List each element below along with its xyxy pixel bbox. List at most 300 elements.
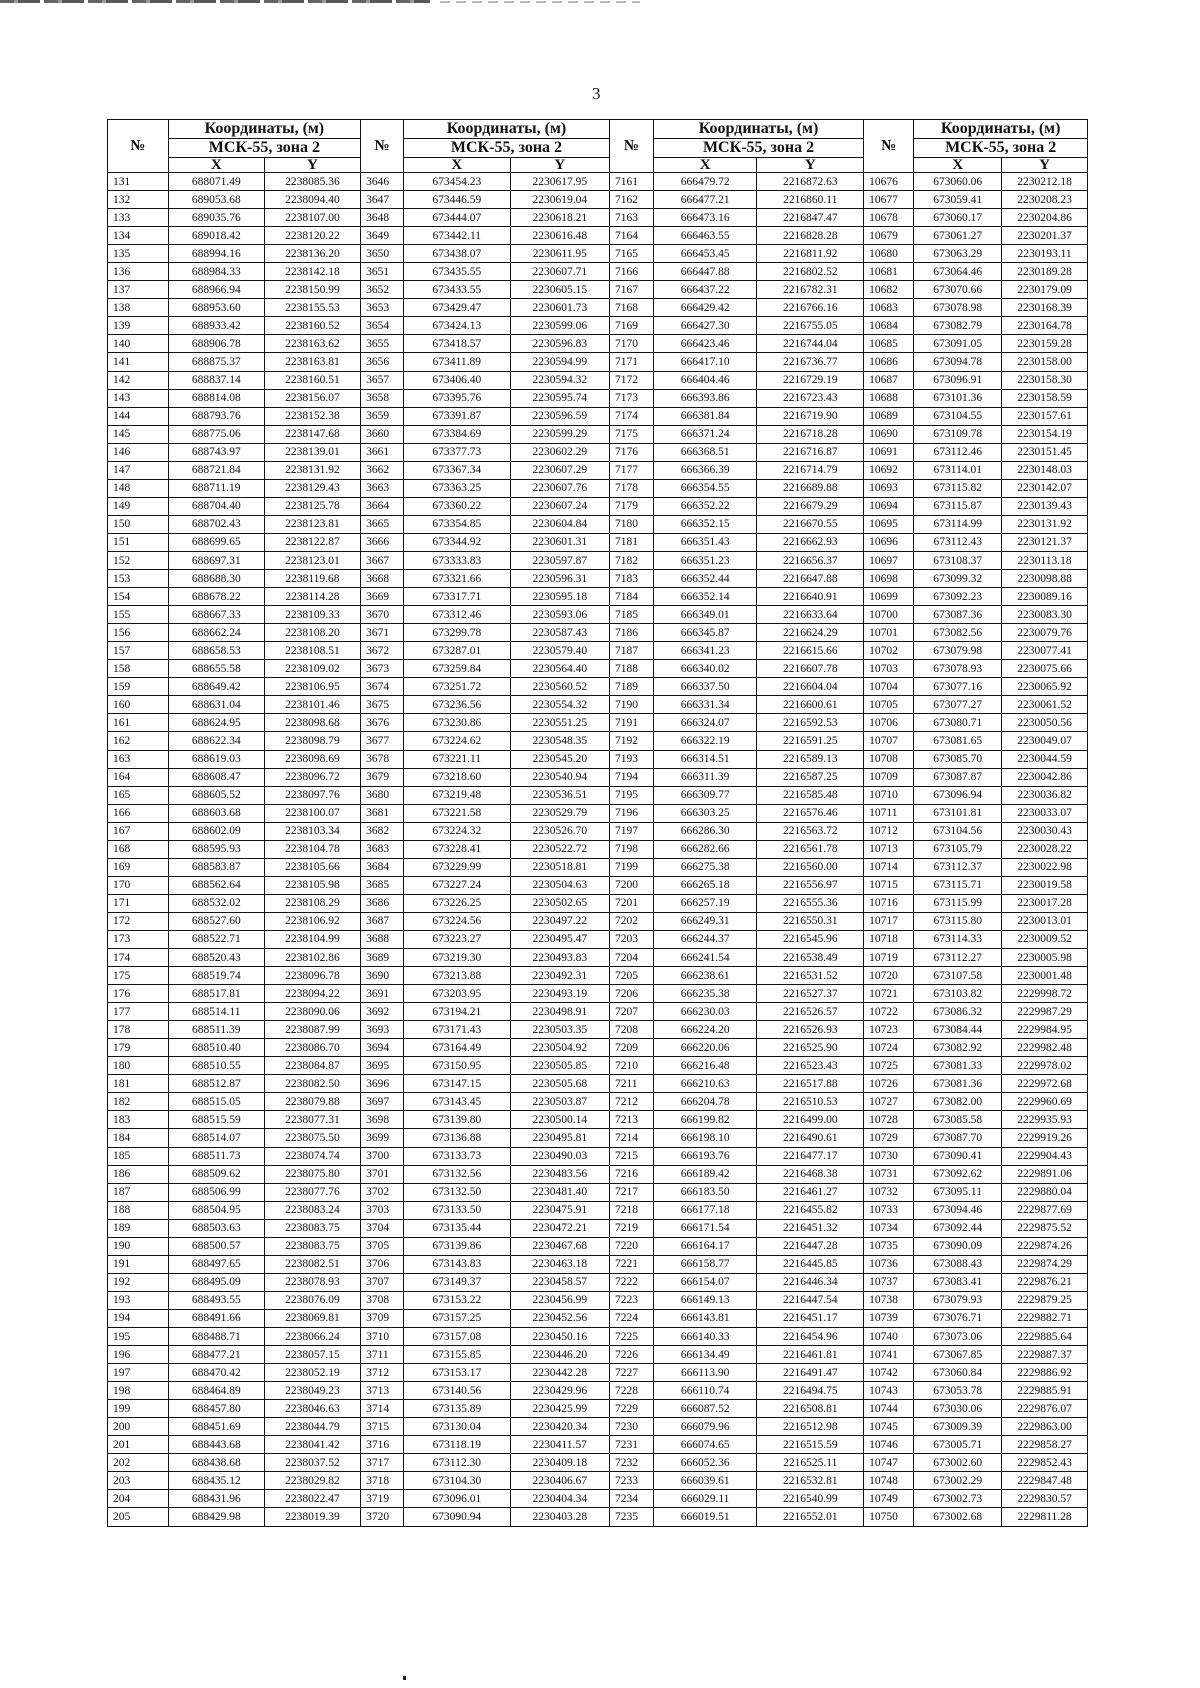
y-coordinate: 2230089.16 — [1002, 588, 1088, 606]
x-coordinate: 673112.30 — [403, 1454, 510, 1472]
table-row — [108, 1021, 1088, 1039]
y-coordinate: 2238152.38 — [264, 407, 360, 425]
x-coordinate: 666303.25 — [653, 804, 757, 822]
point-number: 10730 — [864, 1147, 914, 1165]
point-number: 184 — [108, 1129, 169, 1147]
y-coordinate: 2229858.27 — [1002, 1436, 1088, 1454]
point-number: 3668 — [361, 570, 404, 588]
y-coordinate: 2230157.61 — [1002, 407, 1088, 425]
y-coordinate: 2230044.59 — [1002, 750, 1088, 768]
point-number: 3664 — [361, 497, 404, 515]
y-coordinate: 2229886.92 — [1002, 1364, 1088, 1382]
point-number: 133 — [108, 209, 169, 227]
y-coordinate: 2216811.92 — [757, 245, 864, 263]
point-number: 10729 — [864, 1129, 914, 1147]
y-coordinate: 2230500.14 — [510, 1111, 609, 1129]
y-coordinate: 2238029.82 — [264, 1472, 360, 1490]
y-coordinate: 2230503.87 — [510, 1093, 609, 1111]
point-number: 7168 — [609, 299, 653, 317]
point-number: 3675 — [361, 696, 404, 714]
y-coordinate: 2238100.07 — [264, 804, 360, 822]
y-coordinate: 2238119.68 — [264, 570, 360, 588]
x-coordinate: 666238.61 — [653, 967, 757, 985]
x-coordinate: 688793.76 — [168, 407, 264, 425]
x-coordinate: 666241.54 — [653, 949, 757, 967]
y-coordinate: 2216461.81 — [757, 1346, 864, 1364]
point-number: 10741 — [864, 1346, 914, 1364]
x-coordinate: 673114.33 — [914, 930, 1002, 948]
y-coordinate: 2238075.80 — [264, 1165, 360, 1183]
point-number: 147 — [108, 461, 169, 479]
x-coordinate: 666352.44 — [653, 570, 757, 588]
y-coordinate: 2230151.45 — [1002, 443, 1088, 461]
x-coordinate: 673115.82 — [914, 479, 1002, 497]
x-coordinate: 666183.50 — [653, 1183, 757, 1201]
y-coordinate: 2216633.64 — [757, 606, 864, 624]
point-number: 10742 — [864, 1364, 914, 1382]
point-number: 162 — [108, 732, 169, 750]
y-column-header: Y — [264, 158, 360, 173]
x-coordinate: 673224.62 — [403, 732, 510, 750]
y-coordinate: 2238096.78 — [264, 967, 360, 985]
point-number: 3666 — [361, 533, 404, 551]
y-coordinate: 2238136.20 — [264, 245, 360, 263]
y-coordinate: 2230607.76 — [510, 479, 609, 497]
x-coordinate: 666423.46 — [653, 335, 757, 353]
x-coordinate: 688517.81 — [168, 985, 264, 1003]
y-coordinate: 2230505.85 — [510, 1057, 609, 1075]
table-row — [108, 551, 1088, 569]
point-number: 161 — [108, 714, 169, 732]
y-coordinate: 2230065.92 — [1002, 678, 1088, 696]
point-number: 3682 — [361, 822, 404, 840]
y-coordinate: 2230587.43 — [510, 624, 609, 642]
point-number: 3686 — [361, 894, 404, 912]
y-coordinate: 2216532.81 — [757, 1472, 864, 1490]
x-coordinate: 673226.25 — [403, 894, 510, 912]
x-coordinate: 688562.64 — [168, 876, 264, 894]
point-number: 3670 — [361, 606, 404, 624]
x-coordinate: 688515.05 — [168, 1093, 264, 1111]
x-coordinate: 688520.43 — [168, 949, 264, 967]
point-number: 7203 — [609, 930, 653, 948]
point-number: 7230 — [609, 1418, 653, 1436]
y-coordinate: 2229885.64 — [1002, 1328, 1088, 1346]
point-number: 3713 — [361, 1382, 404, 1400]
y-coordinate: 2238105.98 — [264, 876, 360, 894]
x-coordinate: 673085.70 — [914, 750, 1002, 768]
y-coordinate: 2230607.29 — [510, 461, 609, 479]
y-coordinate: 2230594.32 — [510, 371, 609, 389]
x-coordinate: 673092.44 — [914, 1219, 1002, 1237]
x-coordinate: 673002.68 — [914, 1508, 1002, 1526]
x-coordinate: 688966.94 — [168, 281, 264, 299]
x-coordinate: 666019.51 — [653, 1508, 757, 1526]
x-coordinate: 688510.40 — [168, 1039, 264, 1057]
y-coordinate: 2216508.81 — [757, 1400, 864, 1418]
y-coordinate: 2238106.92 — [264, 912, 360, 930]
x-coordinate: 688457.80 — [168, 1400, 264, 1418]
point-number: 3706 — [361, 1255, 404, 1273]
x-coordinate: 673143.83 — [403, 1255, 510, 1273]
x-coordinate: 673139.86 — [403, 1237, 510, 1255]
y-coordinate: 2229972.68 — [1002, 1075, 1088, 1093]
x-coordinate: 673171.43 — [403, 1021, 510, 1039]
y-coordinate: 2230083.30 — [1002, 606, 1088, 624]
coordinates-table — [107, 119, 1088, 1527]
x-coordinate: 673229.99 — [403, 858, 510, 876]
table-row — [108, 912, 1088, 930]
table-row — [108, 371, 1088, 389]
point-number: 137 — [108, 281, 169, 299]
point-number: 3698 — [361, 1111, 404, 1129]
y-coordinate: 2230596.83 — [510, 335, 609, 353]
x-coordinate: 673096.01 — [403, 1490, 510, 1508]
y-coordinate: 2238155.53 — [264, 299, 360, 317]
y-coordinate: 2238078.93 — [264, 1273, 360, 1291]
x-coordinate: 688491.66 — [168, 1309, 264, 1327]
table-row — [108, 1291, 1088, 1309]
table-row — [108, 1057, 1088, 1075]
x-coordinate: 673391.87 — [403, 407, 510, 425]
point-number: 7178 — [609, 479, 653, 497]
table-body — [108, 173, 1088, 1527]
x-coordinate: 666249.31 — [653, 912, 757, 930]
x-coordinate: 673218.60 — [403, 768, 510, 786]
x-coordinate: 688510.55 — [168, 1057, 264, 1075]
x-coordinate: 673087.36 — [914, 606, 1002, 624]
point-number: 10709 — [864, 768, 914, 786]
point-number: 7182 — [609, 551, 653, 569]
y-coordinate: 2229874.29 — [1002, 1255, 1088, 1273]
point-number: 7186 — [609, 624, 653, 642]
y-coordinate: 2230601.31 — [510, 533, 609, 551]
point-number: 3717 — [361, 1454, 404, 1472]
y-coordinate: 2230442.28 — [510, 1364, 609, 1382]
x-coordinate: 688704.40 — [168, 497, 264, 515]
x-coordinate: 673076.71 — [914, 1309, 1002, 1327]
y-coordinate: 2238106.95 — [264, 678, 360, 696]
point-number: 205 — [108, 1508, 169, 1526]
y-coordinate: 2216526.93 — [757, 1021, 864, 1039]
y-coordinate: 2216490.61 — [757, 1129, 864, 1147]
y-coordinate: 2238074.74 — [264, 1147, 360, 1165]
y-coordinate: 2238094.22 — [264, 985, 360, 1003]
y-column-header: Y — [1002, 158, 1088, 173]
x-coordinate: 673112.27 — [914, 949, 1002, 967]
y-coordinate: 2230158.00 — [1002, 353, 1088, 371]
point-number: 10687 — [864, 371, 914, 389]
y-coordinate: 2230005.98 — [1002, 949, 1088, 967]
y-coordinate: 2230013.01 — [1002, 912, 1088, 930]
x-coordinate: 666351.23 — [653, 551, 757, 569]
point-number: 179 — [108, 1039, 169, 1057]
point-number: 3661 — [361, 443, 404, 461]
x-coordinate: 673061.27 — [914, 227, 1002, 245]
point-number: 3699 — [361, 1129, 404, 1147]
point-number: 3651 — [361, 263, 404, 281]
x-coordinate: 666286.30 — [653, 822, 757, 840]
x-coordinate: 673287.01 — [403, 642, 510, 660]
x-coordinate: 673135.44 — [403, 1219, 510, 1237]
x-coordinate: 688624.95 — [168, 714, 264, 732]
x-coordinate: 673221.11 — [403, 750, 510, 768]
y-coordinate: 2216526.57 — [757, 1003, 864, 1021]
point-number: 7226 — [609, 1346, 653, 1364]
coordinate-system-header: МСК-55, зона 2 — [403, 139, 609, 158]
y-coordinate: 2230001.48 — [1002, 967, 1088, 985]
y-coordinate: 2230409.18 — [510, 1454, 609, 1472]
y-coordinate: 2230492.31 — [510, 967, 609, 985]
point-number: 10699 — [864, 588, 914, 606]
point-number: 3708 — [361, 1291, 404, 1309]
point-number: 3652 — [361, 281, 404, 299]
x-coordinate: 666193.76 — [653, 1147, 757, 1165]
x-coordinate: 673002.73 — [914, 1490, 1002, 1508]
y-coordinate: 2229852.43 — [1002, 1454, 1088, 1472]
point-number: 3679 — [361, 768, 404, 786]
y-coordinate: 2216455.82 — [757, 1201, 864, 1219]
point-number: 192 — [108, 1273, 169, 1291]
point-number: 10702 — [864, 642, 914, 660]
y-coordinate: 2230164.78 — [1002, 317, 1088, 335]
y-coordinate: 2216714.79 — [757, 461, 864, 479]
y-coordinate: 2216556.97 — [757, 876, 864, 894]
y-coordinate: 2238057.15 — [264, 1346, 360, 1364]
y-coordinate: 2216860.11 — [757, 191, 864, 209]
y-coordinate: 2238086.70 — [264, 1039, 360, 1057]
point-number: 3674 — [361, 678, 404, 696]
x-coordinate: 673130.04 — [403, 1418, 510, 1436]
point-number: 165 — [108, 786, 169, 804]
point-number: 10736 — [864, 1255, 914, 1273]
y-coordinate: 2230551.25 — [510, 714, 609, 732]
point-number: 203 — [108, 1472, 169, 1490]
y-coordinate: 2229891.06 — [1002, 1165, 1088, 1183]
point-number: 145 — [108, 425, 169, 443]
y-coordinate: 2238082.51 — [264, 1255, 360, 1273]
y-coordinate: 2238156.07 — [264, 389, 360, 407]
y-coordinate: 2238079.88 — [264, 1093, 360, 1111]
table-row — [108, 1111, 1088, 1129]
x-coordinate: 688933.42 — [168, 317, 264, 335]
y-coordinate: 2230554.32 — [510, 696, 609, 714]
point-number: 10705 — [864, 696, 914, 714]
point-number: 3712 — [361, 1364, 404, 1382]
y-coordinate: 2230593.06 — [510, 606, 609, 624]
table-row — [108, 1346, 1088, 1364]
y-coordinate: 2229882.71 — [1002, 1309, 1088, 1327]
point-number: 10686 — [864, 353, 914, 371]
x-coordinate: 666427.30 — [653, 317, 757, 335]
x-coordinate: 673203.95 — [403, 985, 510, 1003]
x-coordinate: 666314.51 — [653, 750, 757, 768]
x-coordinate: 666224.20 — [653, 1021, 757, 1039]
point-number: 10703 — [864, 660, 914, 678]
x-coordinate: 673085.58 — [914, 1111, 1002, 1129]
y-coordinate: 2238094.40 — [264, 191, 360, 209]
x-column-header: X — [403, 158, 510, 173]
y-coordinate: 2229830.57 — [1002, 1490, 1088, 1508]
point-number: 135 — [108, 245, 169, 263]
y-coordinate: 2229887.37 — [1002, 1346, 1088, 1364]
x-coordinate: 673094.46 — [914, 1201, 1002, 1219]
point-number: 10744 — [864, 1400, 914, 1418]
table-row — [108, 642, 1088, 660]
x-coordinate: 666349.01 — [653, 606, 757, 624]
y-coordinate: 2238049.23 — [264, 1382, 360, 1400]
point-number: 10713 — [864, 840, 914, 858]
table-row — [108, 479, 1088, 497]
point-number: 140 — [108, 335, 169, 353]
y-coordinate: 2230139.43 — [1002, 497, 1088, 515]
x-coordinate: 673194.21 — [403, 1003, 510, 1021]
x-coordinate: 673157.25 — [403, 1309, 510, 1327]
y-coordinate: 2230475.91 — [510, 1201, 609, 1219]
point-number: 7221 — [609, 1255, 653, 1273]
y-coordinate: 2230158.30 — [1002, 371, 1088, 389]
x-coordinate: 688495.09 — [168, 1273, 264, 1291]
y-coordinate: 2230033.07 — [1002, 804, 1088, 822]
y-coordinate: 2216527.37 — [757, 985, 864, 1003]
x-coordinate: 673115.71 — [914, 876, 1002, 894]
x-coordinate: 688743.97 — [168, 443, 264, 461]
y-coordinate: 2216468.38 — [757, 1165, 864, 1183]
y-coordinate: 2216689.88 — [757, 479, 864, 497]
x-coordinate: 673228.41 — [403, 840, 510, 858]
x-coordinate: 666029.11 — [653, 1490, 757, 1508]
y-coordinate: 2216607.78 — [757, 660, 864, 678]
x-coordinate: 688602.09 — [168, 822, 264, 840]
y-coordinate: 2238114.28 — [264, 588, 360, 606]
y-coordinate: 2229877.69 — [1002, 1201, 1088, 1219]
point-number: 3671 — [361, 624, 404, 642]
y-coordinate: 2238163.62 — [264, 335, 360, 353]
x-coordinate: 673112.37 — [914, 858, 1002, 876]
y-coordinate: 2216662.93 — [757, 533, 864, 551]
table-row — [108, 840, 1088, 858]
y-coordinate: 2238044.79 — [264, 1418, 360, 1436]
table-row — [108, 1201, 1088, 1219]
point-number: 10721 — [864, 985, 914, 1003]
point-number: 155 — [108, 606, 169, 624]
point-number: 149 — [108, 497, 169, 515]
x-coordinate: 673112.43 — [914, 533, 1002, 551]
y-coordinate: 2216531.52 — [757, 967, 864, 985]
x-coordinate: 673082.92 — [914, 1039, 1002, 1057]
point-number: 10692 — [864, 461, 914, 479]
x-coordinate: 666324.07 — [653, 714, 757, 732]
point-number: 10691 — [864, 443, 914, 461]
y-coordinate: 2216561.78 — [757, 840, 864, 858]
point-number: 7232 — [609, 1454, 653, 1472]
y-coordinate: 2238097.76 — [264, 786, 360, 804]
x-coordinate: 666341.23 — [653, 642, 757, 660]
y-coordinate: 2216545.96 — [757, 930, 864, 948]
x-coordinate: 673103.82 — [914, 985, 1002, 1003]
x-coordinate: 688493.55 — [168, 1291, 264, 1309]
x-coordinate: 673424.13 — [403, 317, 510, 335]
point-number: 3696 — [361, 1075, 404, 1093]
point-number: 3710 — [361, 1328, 404, 1346]
y-coordinate: 2230619.04 — [510, 191, 609, 209]
point-number: 10707 — [864, 732, 914, 750]
x-coordinate: 673084.44 — [914, 1021, 1002, 1039]
point-number: 7194 — [609, 768, 653, 786]
y-coordinate: 2238125.78 — [264, 497, 360, 515]
point-number: 177 — [108, 1003, 169, 1021]
y-coordinate: 2230042.86 — [1002, 768, 1088, 786]
y-coordinate: 2216647.88 — [757, 570, 864, 588]
y-coordinate: 2229960.69 — [1002, 1093, 1088, 1111]
point-number: 3669 — [361, 588, 404, 606]
point-number: 7204 — [609, 949, 653, 967]
point-number: 10684 — [864, 317, 914, 335]
y-coordinate: 2238109.02 — [264, 660, 360, 678]
table-row — [108, 443, 1088, 461]
point-number: 3665 — [361, 515, 404, 533]
point-number: 3718 — [361, 1472, 404, 1490]
x-coordinate: 688688.30 — [168, 570, 264, 588]
x-coordinate: 673411.89 — [403, 353, 510, 371]
y-coordinate: 2238109.33 — [264, 606, 360, 624]
y-coordinate: 2230617.95 — [510, 173, 609, 191]
x-coordinate: 673418.57 — [403, 335, 510, 353]
point-number: 160 — [108, 696, 169, 714]
x-coordinate: 666216.48 — [653, 1057, 757, 1075]
x-coordinate: 673090.94 — [403, 1508, 510, 1526]
x-coordinate: 666479.72 — [653, 173, 757, 191]
x-coordinate: 666275.38 — [653, 858, 757, 876]
x-coordinate: 673221.58 — [403, 804, 510, 822]
y-coordinate: 2230458.57 — [510, 1273, 609, 1291]
point-number: 7184 — [609, 588, 653, 606]
point-number: 7210 — [609, 1057, 653, 1075]
point-number: 7192 — [609, 732, 653, 750]
x-coordinate: 673082.00 — [914, 1093, 1002, 1111]
point-number: 10680 — [864, 245, 914, 263]
x-coordinate: 666220.06 — [653, 1039, 757, 1057]
table-row — [108, 1183, 1088, 1201]
y-coordinate: 2230456.99 — [510, 1291, 609, 1309]
x-coordinate: 666154.07 — [653, 1273, 757, 1291]
point-number: 7177 — [609, 461, 653, 479]
x-coordinate: 673087.70 — [914, 1129, 1002, 1147]
point-number: 3673 — [361, 660, 404, 678]
x-coordinate: 688438.68 — [168, 1454, 264, 1472]
point-number: 3687 — [361, 912, 404, 930]
y-coordinate: 2230599.29 — [510, 425, 609, 443]
point-number: 3711 — [361, 1346, 404, 1364]
point-number: 7199 — [609, 858, 653, 876]
scan-dot — [403, 1676, 406, 1680]
x-coordinate: 666199.82 — [653, 1111, 757, 1129]
x-coordinate: 673230.86 — [403, 714, 510, 732]
x-coordinate: 673101.36 — [914, 389, 1002, 407]
y-coordinate: 2216445.85 — [757, 1255, 864, 1273]
point-number: 10749 — [864, 1490, 914, 1508]
point-number: 10745 — [864, 1418, 914, 1436]
point-number: 136 — [108, 263, 169, 281]
point-number: 181 — [108, 1075, 169, 1093]
y-coordinate: 2230411.57 — [510, 1436, 609, 1454]
y-coordinate: 2216615.66 — [757, 642, 864, 660]
x-coordinate: 673060.06 — [914, 173, 1002, 191]
x-coordinate: 673354.85 — [403, 515, 510, 533]
y-coordinate: 2229876.21 — [1002, 1273, 1088, 1291]
y-coordinate: 2238104.99 — [264, 930, 360, 948]
y-coordinate: 2216451.32 — [757, 1219, 864, 1237]
